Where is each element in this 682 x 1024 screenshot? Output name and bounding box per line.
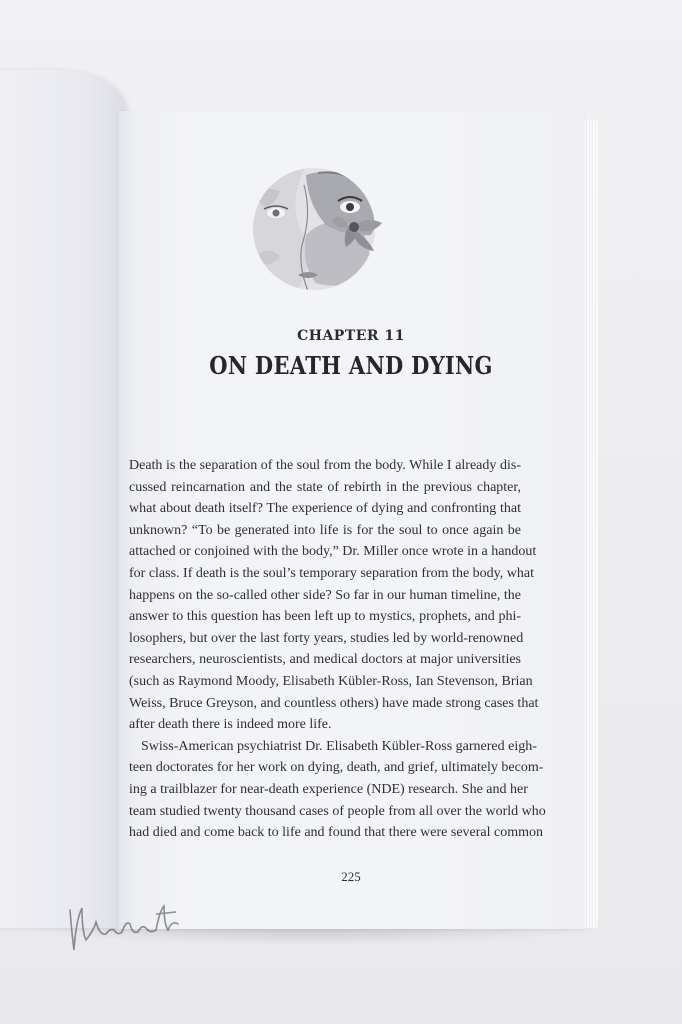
text-line: team studied twenty thousand cases of people from all over the world who	[129, 803, 546, 819]
text-line: losophers, but over the last forty years, studies led by world-renowned	[129, 630, 524, 646]
page-number: 225	[341, 869, 361, 884]
text-line: attached or conjoined with the body,” Dr. Miller once wrote in a handout	[129, 544, 537, 560]
text-line: for class. If death is the soul’s temporary separation from the body, what	[129, 565, 534, 581]
left-page-curl	[0, 70, 126, 928]
text-line: (such as Raymond Moody, Elisabeth Kübler-Ross, Ian Stevenson, Brian	[129, 673, 533, 689]
text-line: after death there is indeed more life.	[129, 717, 332, 733]
text-line: unknown? “To be generated into life is for the soul to once again be	[129, 522, 521, 538]
chapter-title: ON DEATH AND DYING	[209, 351, 493, 380]
text-line: researchers, neuroscientists, and medical doctors at major universities	[129, 652, 521, 668]
chapter-label: CHAPTER 11	[297, 328, 405, 344]
text-line: answer to this question has been left up to mystics, prophets, and phi-	[129, 609, 521, 625]
text-line: ing a trailblazer for near-death experience (NDE) research. She and her	[129, 781, 528, 797]
text-line: Weiss, Bruce Greyson, and countless others) have made strong cases that	[129, 695, 539, 711]
moon-sun-faces-icon	[246, 165, 400, 291]
text-line: cussed reincarnation and the state of rebirth in the previous chapter,	[129, 479, 521, 495]
text-line: Death is the separation of the soul from the body. While I already dis-	[129, 458, 521, 473]
text-line: teen doctorates for her work on dying, death, and grief, ultimately becom-	[129, 760, 544, 776]
text-line: Swiss-American psychiatrist Dr. Elisabeth Kübler-Ross garnered eigh-	[141, 738, 537, 754]
text-line: happens on the so-called other side? So far in our human timeline, the	[129, 587, 521, 603]
body-text	[129, 455, 546, 844]
signature-watermark-icon	[60, 890, 190, 960]
text-line: what about death itself? The experience of dying and confronting that	[129, 501, 521, 517]
text-line: had died and come back to life and found that there were several common	[129, 825, 544, 841]
paragraph	[129, 736, 546, 844]
book-page	[118, 111, 584, 929]
paragraph	[129, 455, 539, 736]
